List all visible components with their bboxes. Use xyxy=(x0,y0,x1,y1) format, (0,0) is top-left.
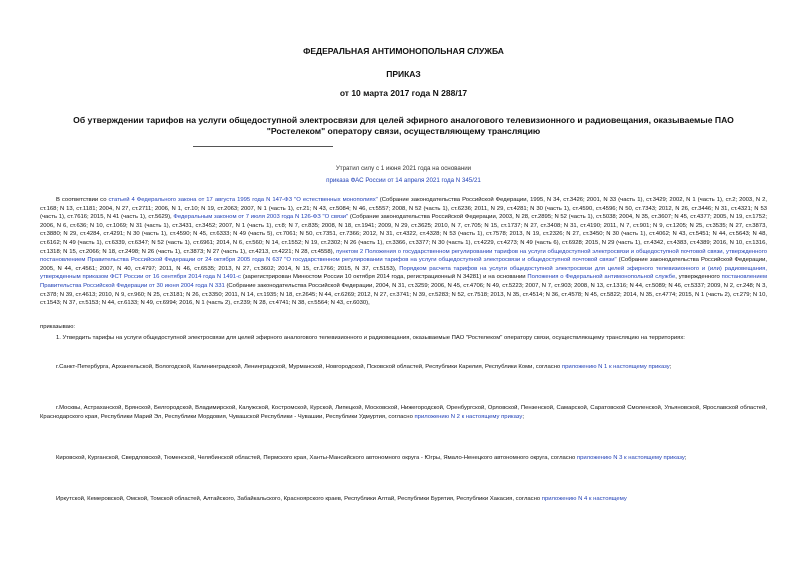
legal-reference-link[interactable]: Федеральным законом от 7 июля 2003 года N 126-ФЗ "О связи" xyxy=(173,214,349,221)
legal-reference-link[interactable]: , утвержденного постановлением Правительства Российской Федерации от 24 октября 2005 года N 637 "О государственном регулировании тарифов на услуги общедоступной электросвязи и общедоступной почтовой связи" xyxy=(40,248,767,264)
preamble-text: (Собрание законодательства Российской Федерации, 1995, N 34, ст.3426; 2001, N 33 (часть 1), ст.3429; 2002, N 1 (часть 1), ст.2; 2003, N 2, ст.168; N 13, ст.1181; 2004, N 27, ст.2711; 2006, N 1, ст.10; N 19, ст.2063; 2007, N 1 (часть 1), ст.21; N 43, ст.5084; N 46, ст.5557; 2008, N 52 (часть 1), ст.6236; 2011, N 29, ст.4281; N 30 (часть 1), ст.4590, ст.4596; N 50, ст.7343; 2012, N 26, ст.3446; N 31, ст.4321; N 53 (часть 1), ст.7616; 2015, N 41 (часть 1), ст.5629), xyxy=(40,197,768,221)
order-word: приказываю: xyxy=(40,324,76,330)
territory-end: ; xyxy=(684,455,687,461)
preamble-text: (Собрание законодательства Российской Федерации, 2005, N 44, ст.4561; 2007, N 40, ст.4797; 2011, N 46, ст.6535; 2013, N 27, ст.3602; 2014, N 15, ст.1766; 2015, N 37, ст.5153), xyxy=(40,257,767,272)
document-type: ПРИКАЗ xyxy=(386,69,421,79)
item-1-paragraph xyxy=(40,334,767,343)
territory-paragraph-1 xyxy=(40,363,767,372)
agency-name: ФЕДЕРАЛЬНАЯ АНТИМОНОПОЛЬНАЯ СЛУЖБА xyxy=(303,46,504,56)
territory-paragraph-2 xyxy=(40,404,767,421)
territory-text: Кировской, Курганской, Свердловской, Тюменской, Челябинской областей, Пермского края, Ханты-Мансийского автономного округа - Югры, Ямало-Ненецкого автономного округа, согласно xyxy=(56,455,577,461)
preamble-text: , утвержденного xyxy=(675,274,722,281)
territory-paragraph-4 xyxy=(40,495,767,504)
item-1-text: 1. Утвердить тарифы на услуги общедоступной электросвязи для целей эфирного аналогового телевизионного и радиовещания, оказываемые ПАО "Ростелеком" оператору связи, осуществляющему трансляцию на территориях: xyxy=(56,335,685,341)
separator-line xyxy=(193,146,333,147)
territory-end: ; xyxy=(669,364,672,370)
preamble-text: (Собрание законодательства Российской Федерации, 2004, N 31, ст.3259; 2006, N 45, ст.4706; N 49, ст.5223; 2007, N 7, ст.903; 2008, N 13, ст.1316; N 44, ст.5089; N 46, ст.5337; 2009, N 2, ст.248; N 3, ст.378; N 39, ст.4613; 2010, N 9, ст.960; N 25, ст.3181; N 26, ст.3350; 2011, N 14, ст.1935; N 18, ст.2645; N 44, ст.6269; 2012, N 27, ст.3741; N 39, ст.5283; N 52, ст.7518; 2013, N 35, ст.4514; N 36, ст.4578; N 45, ст.5822; 2014, N 35, ст.4774; 2015, N 1 (часть 2), ст.279; N 10, ст.1543; N 37, ст.5153; N 44, ст.6133; N 49, ст.6994; 2016, N 1 (часть 2), ст.239; N 28, ст.4741; N 38, ст.5564; N 43, ст.6030), xyxy=(40,282,767,307)
document-title: Об утверждении тарифов на услуги общедоступной электросвязи для целей эфирного аналогового телевизионного и радиовещания, оказываемые ПАО "Ростелеком" оператору связи, осуществляющему трансляцию xyxy=(73,115,734,136)
appendix-3-link[interactable]: приложению N 3 к настоящему приказу xyxy=(576,455,685,461)
territory-text: г.Санкт-Петербурга, Архангельской, Вологодской, Калининградской, Ленинградской, Мурманской, Новгородской, Псковской областей, Республики Карелия, Республики Коми, согласно xyxy=(56,364,562,370)
validity-note: Утратил силу с 1 июня 2021 года на основании xyxy=(335,165,472,172)
territory-text: г.Москвы, Астраханской, Брянской, Белгородской, Владимирской, Калужской, Костромской, Курской, Липецкой, Московской, Нижегородской, Оренбургской, Орловской, Пензенской, Самарской, Саратовской Смоленской, Ульяновской, Ярославской областей, Краснодарского края, Республики Марий Эл, Республики Мордовия, Чувашской Республики - Чувашии, Республики Удмуртия, согласно xyxy=(40,405,767,420)
repeal-order-link[interactable]: приказа ФАС России от 14 апреля 2021 года N 345/21 xyxy=(326,177,481,184)
appendix-1-link[interactable]: приложению N 1 к настоящему приказу xyxy=(561,364,670,370)
territory-end: ; xyxy=(522,413,525,420)
legal-reference-link[interactable]: постановлением Правительства Российской Федерации от 30 июня 2004 года N 331 xyxy=(40,274,767,289)
appendix-2-link[interactable]: приложению N 2 к настоящему приказу xyxy=(414,413,523,420)
document-date-number: от 10 марта 2017 года N 288/17 xyxy=(339,88,468,98)
territory-paragraph-3 xyxy=(40,454,767,463)
preamble-text: (Собрание законодательства Российской Федерации, 2003, N 28, ст.2895; N 52 (часть 1), ст.5038; 2004, N 35, ст.3607; N 45, ст.4377; 2005, N 19, ст.1752; 2006, N 6, ст.636; N 10, ст.1069; N 31 (часть 1), ст.3431, ст.3452; 2007, N 1 (часть 1), ст.8; N 7, ст.835; 2008, N 18, ст.1941; 2009, N 29, ст.3625; 2010, N 7, ст.705; N 15, ст.1737; N 27, ст.3408; N 31, ст.4190; 2011, N 7, ст.901; N 9, ст.1205; N 25, ст.3535; N 27, ст.3873, ст.3880; N 29, ст.4284, ст.4291; N 30 (часть 1), ст.4590; N 45, ст.6333; N 49 (часть 5), ст.7061; N 50, ст.7351, ст.7366; 2012, N 31, ст.4322, ст.4328; N 53 (часть 1), ст.7578; 2013, N 19, ст.2326; N 27, ст.3450; N 30 (часть 1), ст.4062; N 43, ст.5451; N 44, ст.5643; N 48, ст.6162; N 49 (часть 1), ст.6339, ст.6347; N 52 (часть 1), ст.6961; 2014, N 6, ст.560; N 14, ст.1552; N 19, ст.2302; N 26 (часть 1), ст.3366, ст.3377; N 30 (часть 1), ст.4229, ст.4273; N 49 (часть 6), ст.6928; 2015, N 29 (часть 1), ст.4342, ст.4383, ст.4389; 2016, N 10, ст.1316, ст.1318; N 15, ст.2066; N 18, ст.2498; N 26 (часть 1), ст.3873; N 27 (часть 1), ст.4213, ст.4221; N 28, ст.4558), xyxy=(40,214,767,255)
territory-text: Иркутской, Кемеровской, Омской, Томской областей, Алтайского, Забайкальского, Красноярского краев, Республики Алтай, Республики Бурятия, Республики Хакасия, согласно xyxy=(56,496,542,502)
legal-reference-link[interactable]: Положения о Федеральной антимонопольной службе xyxy=(527,274,676,281)
legal-reference-link[interactable]: пунктом 2 Положения о государственном регулировании тарифов на услуги общедоступной электросвязи и общедоступной почтовой связи xyxy=(336,248,723,255)
preamble-text: (зарегистрирован Минюстом России 10 октября 2014 года, регистрационный N 34281) и на основании xyxy=(241,274,528,281)
appendix-4-link[interactable]: приложению N 4 к настоящему xyxy=(541,496,627,502)
legal-reference-link[interactable]: Порядком расчета тарифов на услуги общедоступной электросвязи для целей эфирного телевизионного и (или) радиовещания, утвержденным приказом ФСТ России от 16 сентября 2014 года N 1491-с xyxy=(40,265,767,281)
preamble-paragraph xyxy=(40,196,767,308)
legal-reference-link[interactable]: статьей 4 Федерального закона от 17 августа 1995 года N 147-ФЗ "О естественных монополиях" xyxy=(108,197,378,203)
preamble-text: В соответствии со xyxy=(56,197,109,203)
validity-note-link-line xyxy=(0,177,807,184)
